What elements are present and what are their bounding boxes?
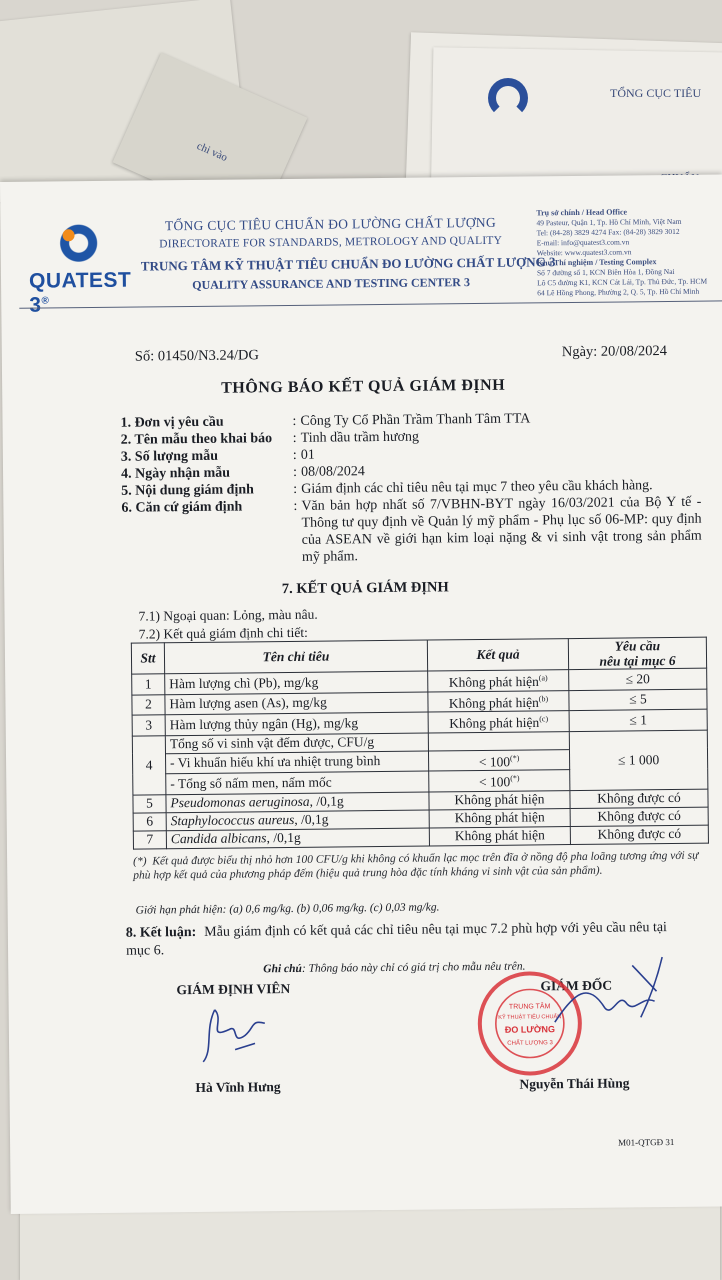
stamp-text-2: KỸ THUẬT TIÊU CHUẨN bbox=[498, 1014, 562, 1021]
contact-office-address: 49 Pasteur, Quận 1, Tp. Hồ Chí Minh, Việt Nam bbox=[536, 216, 682, 228]
row-stt: 5 bbox=[133, 794, 166, 812]
row-result bbox=[428, 690, 569, 712]
row-result bbox=[428, 670, 569, 692]
info-row: 1. Đơn vị yêu cầu : Công Ty Cổ Phần Trầm Thanh Tâm TTA bbox=[120, 409, 700, 432]
row-result-sup: (*) bbox=[510, 773, 520, 783]
inspector-name: Hà Vĩnh Hưng bbox=[195, 1079, 281, 1096]
row-organism: Pseudomonas aeruginosa bbox=[170, 793, 310, 811]
row-requirement: Không được có bbox=[570, 789, 708, 808]
row-result bbox=[428, 749, 569, 771]
table-footnote bbox=[133, 849, 713, 883]
header-name: Tên chỉ tiêu bbox=[164, 640, 427, 674]
director-signature bbox=[544, 951, 685, 1042]
header-requirement bbox=[568, 637, 706, 669]
info-value: Tinh dầu trầm hương bbox=[300, 429, 420, 446]
footnote-text: Kết quả được biểu thị nhỏ hơn 100 CFU/g khi không có khuẩn lạc mọc trên đĩa ở nồng độ pha loãng tương ứng với sự phù hợp kết quả của phương pháp đếm (hiệu quả trung hòa đặc tính kháng vi sinh vật của sản phẩm). bbox=[133, 849, 699, 882]
note-label: Ghi chú bbox=[263, 962, 302, 976]
note-text: : Thông báo này chỉ có giá trị cho mẫu nêu trên. bbox=[301, 960, 526, 975]
row-unit: , /0,1g bbox=[266, 829, 301, 846]
logo-text: QUATEST 3 bbox=[28, 268, 132, 317]
results-table bbox=[131, 637, 709, 850]
row-result-text: Không phát hiện bbox=[448, 673, 539, 690]
info-row: 6. Căn cứ giám định : Văn bản hợp nhất số 7/VBHN-BYT ngày 16/03/2021 của Bộ Y tế - Thông tư quy định về Quản lý mỹ phẩm - Phụ lục số 06-MP: quy định của ASEAN về giới hạn kim loại nặng & vi sinh vật trong sản phẩm mỹ phẩm. bbox=[121, 494, 702, 568]
row-organism: Staphylococcus aureus bbox=[170, 811, 295, 829]
inspector-title: GIÁM ĐỊNH VIÊN bbox=[176, 981, 291, 998]
background-left-label: chi vào bbox=[194, 139, 230, 165]
row-unit: , /0,1g bbox=[309, 793, 344, 809]
info-value: 01 bbox=[300, 447, 315, 463]
info-list bbox=[120, 409, 702, 568]
contact-block bbox=[536, 206, 722, 298]
row-organism: Candida albicans bbox=[170, 830, 267, 847]
info-label: 5. Nội dung giám định bbox=[121, 482, 254, 499]
footnote-mark: (*) bbox=[133, 855, 147, 868]
background-right-label-1: TỔNG CỤC TIÊU bbox=[610, 86, 702, 100]
row-requirement: Không được có bbox=[570, 825, 708, 844]
document-title: THÔNG BÁO KẾT QUẢ GIÁM ĐỊNH bbox=[221, 376, 506, 397]
header-line-2: DIRECTORATE FOR STANDARDS, METROLOGY AND QUALITY bbox=[159, 234, 503, 251]
info-row: 3. Số lượng mẫu : 01 bbox=[121, 443, 701, 466]
row-name: - Vi khuẩn hiếu khí ưa nhiệt trung bình bbox=[165, 751, 428, 774]
row-result bbox=[429, 770, 570, 792]
row-requirement: ≤ 1 bbox=[569, 709, 707, 731]
contact-tel: Tel: (84-28) 3829 4274 Fax: (84-28) 3829 3012 bbox=[536, 226, 680, 238]
row-name: Hàm lượng asen (As), mg/kg bbox=[165, 692, 428, 715]
section-7-title: 7. KẾT QUẢ GIÁM ĐỊNH bbox=[281, 579, 449, 598]
contact-lab-3: 64 Lê Hồng Phong, Phường 2, Q. 5, Tp. Hồ Chí Minh bbox=[537, 286, 700, 298]
info-value: Văn bản hợp nhất số 7/VBHN-BYT ngày 16/03/2021 của Bộ Y tế - Thông tư quy định về Quản lý mỹ phẩm - Phụ lục số 06-MP: quy định của ASEAN về giới hạn kim loại nặng & vi sinh vật trong sản phẩm mỹ phẩm. bbox=[301, 494, 702, 565]
row-requirement: ≤ 20 bbox=[569, 668, 707, 690]
header-req-line1: Yêu cầu bbox=[614, 638, 661, 654]
contact-website: Website: www.quatest3.com.vn bbox=[536, 247, 632, 258]
row-result: Không phát hiện bbox=[429, 826, 570, 845]
quatest-logo bbox=[28, 221, 139, 317]
subsection-7-1: 7.1) Ngoại quan: Lỏng, màu nâu. bbox=[138, 606, 318, 624]
background-logo-icon bbox=[488, 78, 528, 118]
header-req-line2: nêu tại mục 6 bbox=[599, 652, 676, 669]
row-result-sup: (a) bbox=[538, 673, 548, 683]
director-name: Nguyễn Thái Hùng bbox=[519, 1075, 630, 1092]
info-row: 2. Tên mẫu theo khai báo : Tinh dầu trầm hương bbox=[121, 426, 701, 449]
row-result: Không phát hiện bbox=[429, 808, 570, 827]
contact-lab-title: Khu Thí nghiệm / Testing Complex bbox=[536, 257, 657, 268]
logo-circle-icon bbox=[58, 223, 98, 263]
stamp-text-3: ĐO LƯỜNG bbox=[504, 1024, 556, 1035]
stamp-text-4: CHẤT LƯỢNG 3 bbox=[507, 1040, 553, 1047]
row-name: Tổng số vi sinh vật đếm được, CFU/g bbox=[165, 733, 428, 754]
contact-email: E-mail: info@quatest3.com.vn bbox=[536, 237, 630, 248]
info-label: 2. Tên mẫu theo khai báo bbox=[120, 431, 273, 448]
row-stt: 1 bbox=[132, 674, 165, 695]
subsection-7-2: 7.2) Kết quả giám định chi tiết: bbox=[138, 624, 308, 642]
header-line-1: TỔNG CỤC TIÊU CHUẨN ĐO LƯỜNG CHẤT LƯỢNG bbox=[164, 214, 497, 234]
detection-limit: Giới hạn phát hiện: (a) 0,6 mg/kg. (b) 0,06 mg/kg. (c) 0,03 mg/kg. bbox=[135, 901, 440, 917]
director-title: GIÁM ĐỐC bbox=[540, 977, 613, 994]
info-label: 3. Số lượng mẫu bbox=[120, 448, 219, 465]
header-result: Kết quả bbox=[427, 639, 568, 671]
header-line-4: QUALITY ASSURANCE AND TESTING CENTER 3 bbox=[192, 275, 471, 292]
row-result: Không phát hiện bbox=[429, 790, 570, 809]
row-requirement: ≤ 1 000 bbox=[569, 730, 708, 790]
conclusion-label: 8. Kết luận: bbox=[125, 924, 197, 941]
row-result-sup: (c) bbox=[539, 714, 549, 724]
info-row: 4. Ngày nhận mẫu : 08/08/2024 bbox=[121, 460, 701, 483]
row-result-sup: (b) bbox=[538, 693, 549, 703]
info-value: 08/08/2024 bbox=[300, 464, 365, 480]
contact-lab-1: Số 7 đường số 1, KCN Biên Hòa 1, Đồng Nai bbox=[536, 266, 675, 278]
form-code: M01-QTGĐ 31 bbox=[618, 1136, 675, 1148]
document-date: Ngày: 20/08/2024 bbox=[561, 343, 668, 361]
contact-lab-2: Lô C5 đường K1, KCN Cát Lái, Tp. Thủ Đức, Tp. HCM bbox=[537, 276, 708, 288]
logo-registered-mark: ® bbox=[41, 295, 50, 307]
row-result-text: < 100 bbox=[478, 774, 511, 790]
row-requirement: ≤ 5 bbox=[569, 689, 707, 711]
row-name: Hàm lượng chì (Pb), mg/kg bbox=[165, 671, 428, 694]
row-stt: 7 bbox=[133, 830, 166, 848]
row-result-text: < 100 bbox=[478, 753, 511, 770]
row-stt: 4 bbox=[132, 735, 166, 794]
row-name: - Tổng số nấm men, nấm mốc bbox=[166, 771, 429, 794]
header-line-3: TRUNG TÂM KỸ THUẬT TIÊU CHUẨN ĐO LƯỜNG CHẤT LƯỢNG 3 bbox=[140, 254, 556, 274]
row-name: Hàm lượng thủy ngân (Hg), mg/kg bbox=[165, 712, 428, 735]
row-result-text: Không phát hiện bbox=[448, 694, 539, 711]
header-stt: Stt bbox=[131, 643, 164, 674]
row-unit: , /0,1g bbox=[294, 811, 329, 827]
info-label: 1. Đơn vị yêu cầu bbox=[120, 414, 224, 431]
contact-office-title: Trụ sở chính / Head Office bbox=[536, 207, 628, 218]
row-result-sup: (*) bbox=[509, 753, 520, 763]
document-number: Số: 01450/N3.24/DG bbox=[134, 347, 259, 365]
row-stt: 3 bbox=[132, 715, 165, 736]
inspector-signature bbox=[195, 999, 286, 1070]
row-result bbox=[428, 711, 569, 733]
row-stt: 2 bbox=[132, 694, 165, 715]
info-value: Công Ty Cổ Phần Trầm Thanh Tâm TTA bbox=[300, 411, 531, 429]
row-stt: 6 bbox=[133, 812, 166, 830]
info-label: 4. Ngày nhận mẫu bbox=[120, 465, 231, 482]
document-page bbox=[0, 174, 722, 1214]
row-result-text: Không phát hiện bbox=[449, 714, 540, 731]
row-requirement: Không được có bbox=[570, 807, 708, 826]
info-row: 5. Nội dung giám định : Giám định các chỉ tiêu nêu tại mục 7 theo yêu cầu khách hàng. bbox=[121, 477, 701, 500]
stamp-text-1: TRUNG TÂM bbox=[508, 1003, 551, 1011]
info-label: 6. Căn cứ giám định bbox=[121, 499, 243, 516]
row-name bbox=[166, 828, 429, 849]
conclusion-text: Mẫu giám định có kết quả các chỉ tiêu nêu tại mục 7.2 phù hợp với yêu cầu nêu tại mục 6. bbox=[125, 920, 667, 959]
info-value: Giám định các chỉ tiêu nêu tại mục 7 theo yêu cầu khách hàng. bbox=[301, 478, 653, 497]
logo-dot-icon bbox=[62, 229, 74, 241]
